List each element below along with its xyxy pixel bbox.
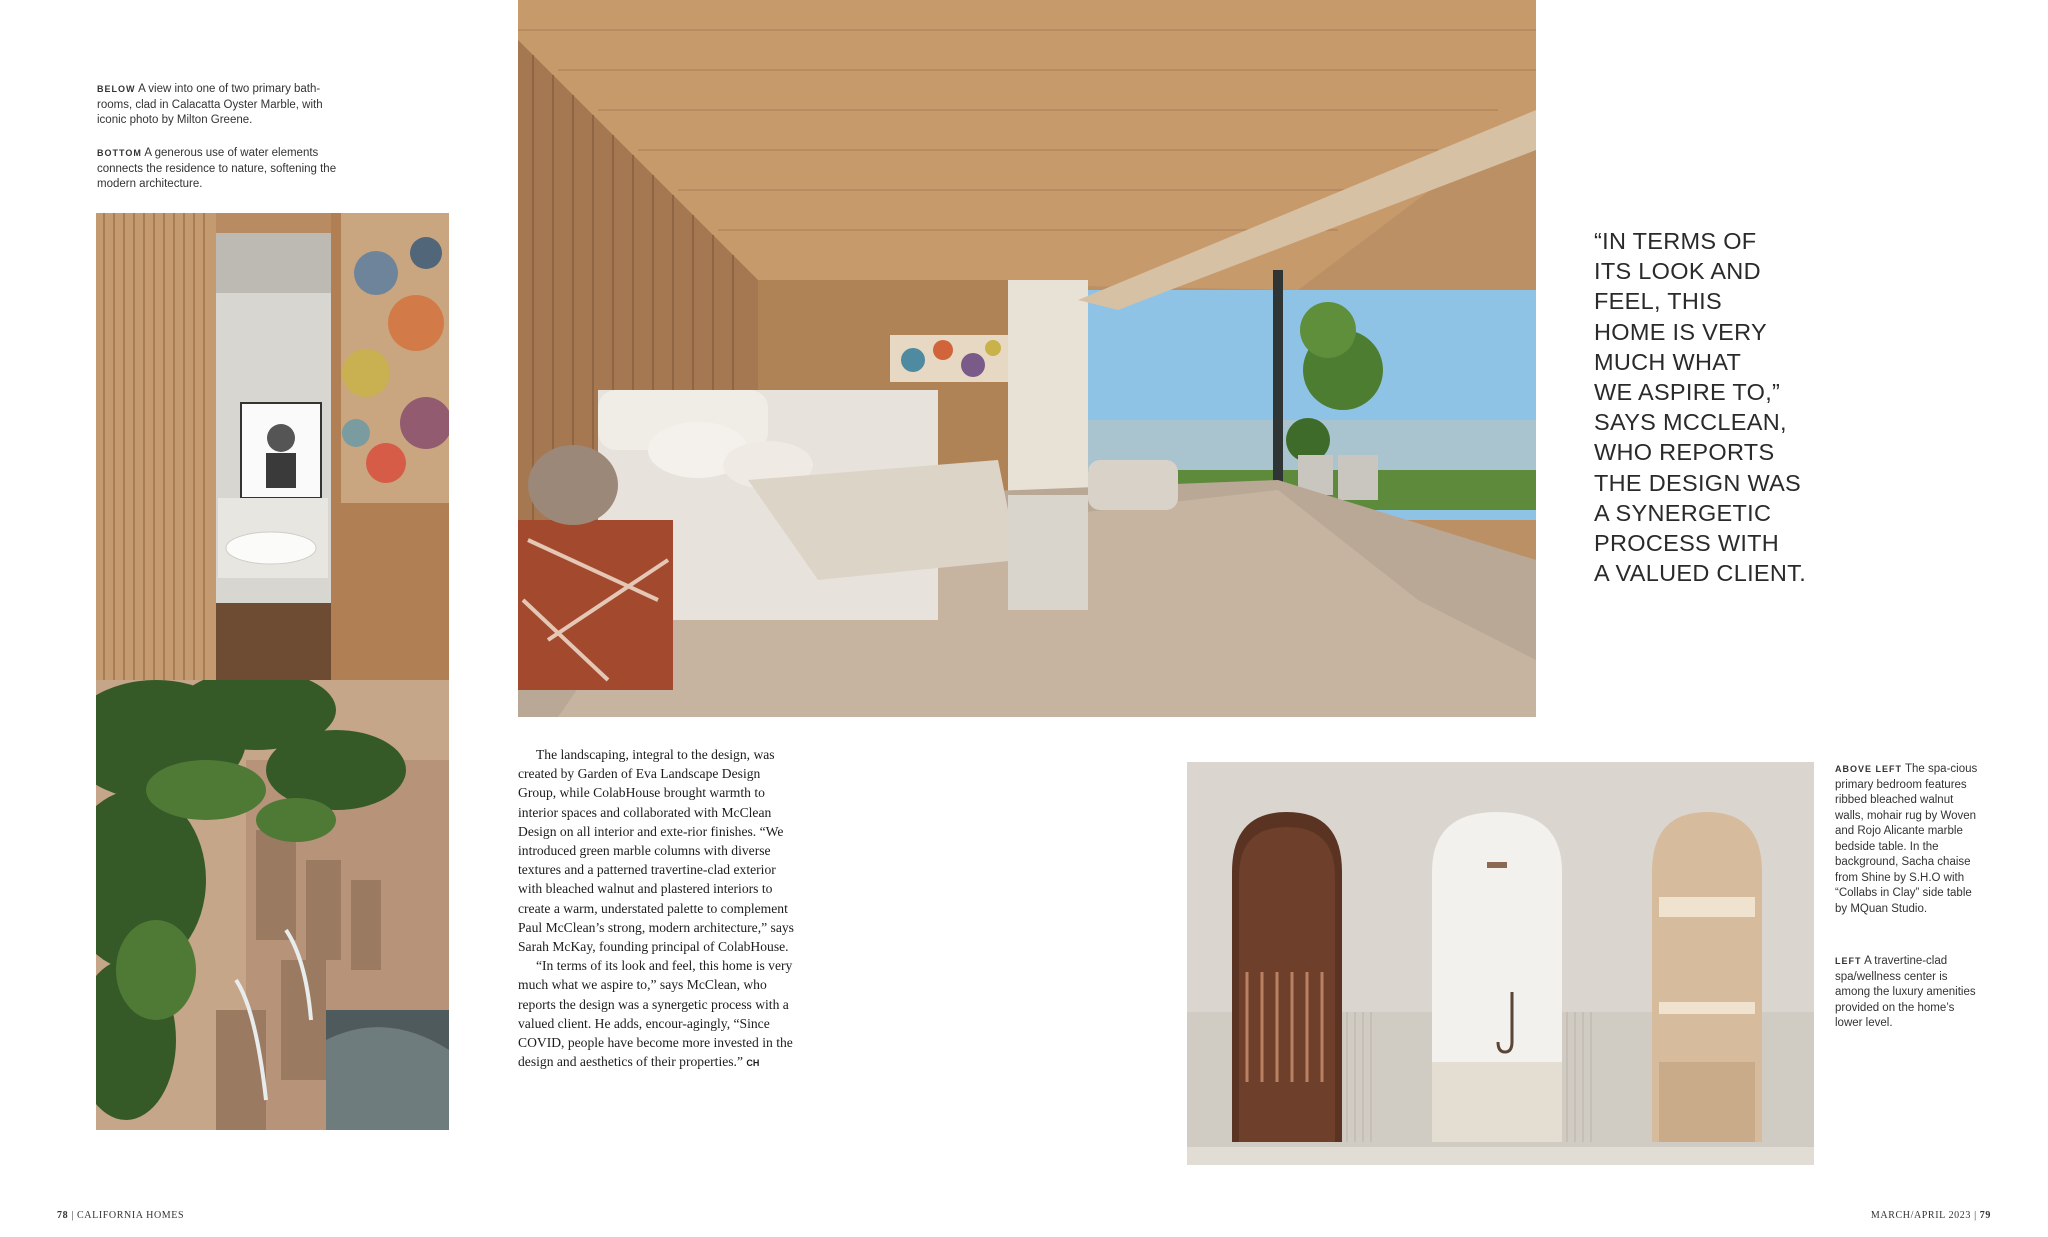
article-paragraph: The landscaping, integral to the design, was created by Garden of Eva Landscape Design Group, while ColabHouse brought warmth to interior spaces and collaborated with McClean Design on all interior and exte-rior finishes. “We introduced green marble columns with diverse textures and a patterned travertine-clad exterior with bleached walnut and plastered interiors to create a warm, understated palette to complement Paul McClean’s strong, modern architecture,” says Sarah McKay, founding principal of ColabHouse.	[518, 747, 794, 955]
photo-bathroom-view	[96, 213, 449, 680]
caption-below-label: BELOW	[97, 84, 136, 94]
article-paragraph	[518, 956, 795, 1073]
folio-separator-right: |	[1974, 1210, 1977, 1221]
caption-bottom	[97, 146, 342, 193]
caption-below	[97, 82, 342, 129]
folio-right	[1871, 1210, 1991, 1221]
end-mark: CH	[746, 1058, 760, 1069]
caption-bottom-text: A generous use of water elements connects the residence to nature, softening the modern architecture.	[97, 147, 337, 190]
page-number-left: 78	[57, 1210, 69, 1221]
magazine-title: CALIFORNIA HOMES	[77, 1210, 185, 1221]
caption-bottom-label: BOTTOM	[97, 148, 142, 158]
photo-primary-bedroom	[518, 0, 1536, 717]
caption-above-left	[1835, 762, 1983, 917]
photo-water-elements	[96, 680, 449, 1130]
caption-left-text: A travertine-clad spa/wellness center is among the luxury amenities provided on the home’s lower level.	[1835, 955, 1976, 1029]
folio-left	[57, 1210, 184, 1221]
folio-separator-left: |	[71, 1210, 74, 1221]
pull-quote: “IN TERMS OF ITS LOOK AND FEEL, THIS HOME IS VERY MUCH WHAT WE ASPIRE TO,” SAYS MCCLEAN, WHO REPORTS THE DESIGN WAS A SYNERGETIC PROCESS WITH A VALUED CLIENT.	[1594, 228, 1807, 587]
caption-left	[1835, 954, 1983, 1032]
caption-above-left-label: ABOVE LEFT	[1835, 764, 1903, 774]
caption-above-left-text: The spa-cious primary bedroom features ribbed bleached walnut walls, mohair rug by Woven and Rojo Alicante marble bedside table. In the background, Sacha chaise from Shine by S.H.O with “Collabs in Clay” side table by MQuan Studio.	[1835, 763, 1978, 915]
caption-left-label: LEFT	[1835, 956, 1862, 966]
photo-spa-wellness	[1187, 762, 1814, 1165]
issue-date: MARCH/APRIL 2023	[1870, 1210, 1971, 1221]
page-number-right: 79	[1979, 1210, 1991, 1221]
article-body	[518, 745, 795, 1073]
caption-below-text: A view into one of two primary bath-rooms, clad in Calacatta Oyster Marble, with iconic photo by Milton Greene.	[97, 83, 323, 126]
article-paragraph-text: “In terms of its look and feel, this home is very much what we aspire to,” says McClean, who reports the design was a synergetic process with a valued client. He adds, encour-agingly, “Since COVID, people have become more invested in the design and aesthetics of their properties.”	[518, 958, 793, 1070]
